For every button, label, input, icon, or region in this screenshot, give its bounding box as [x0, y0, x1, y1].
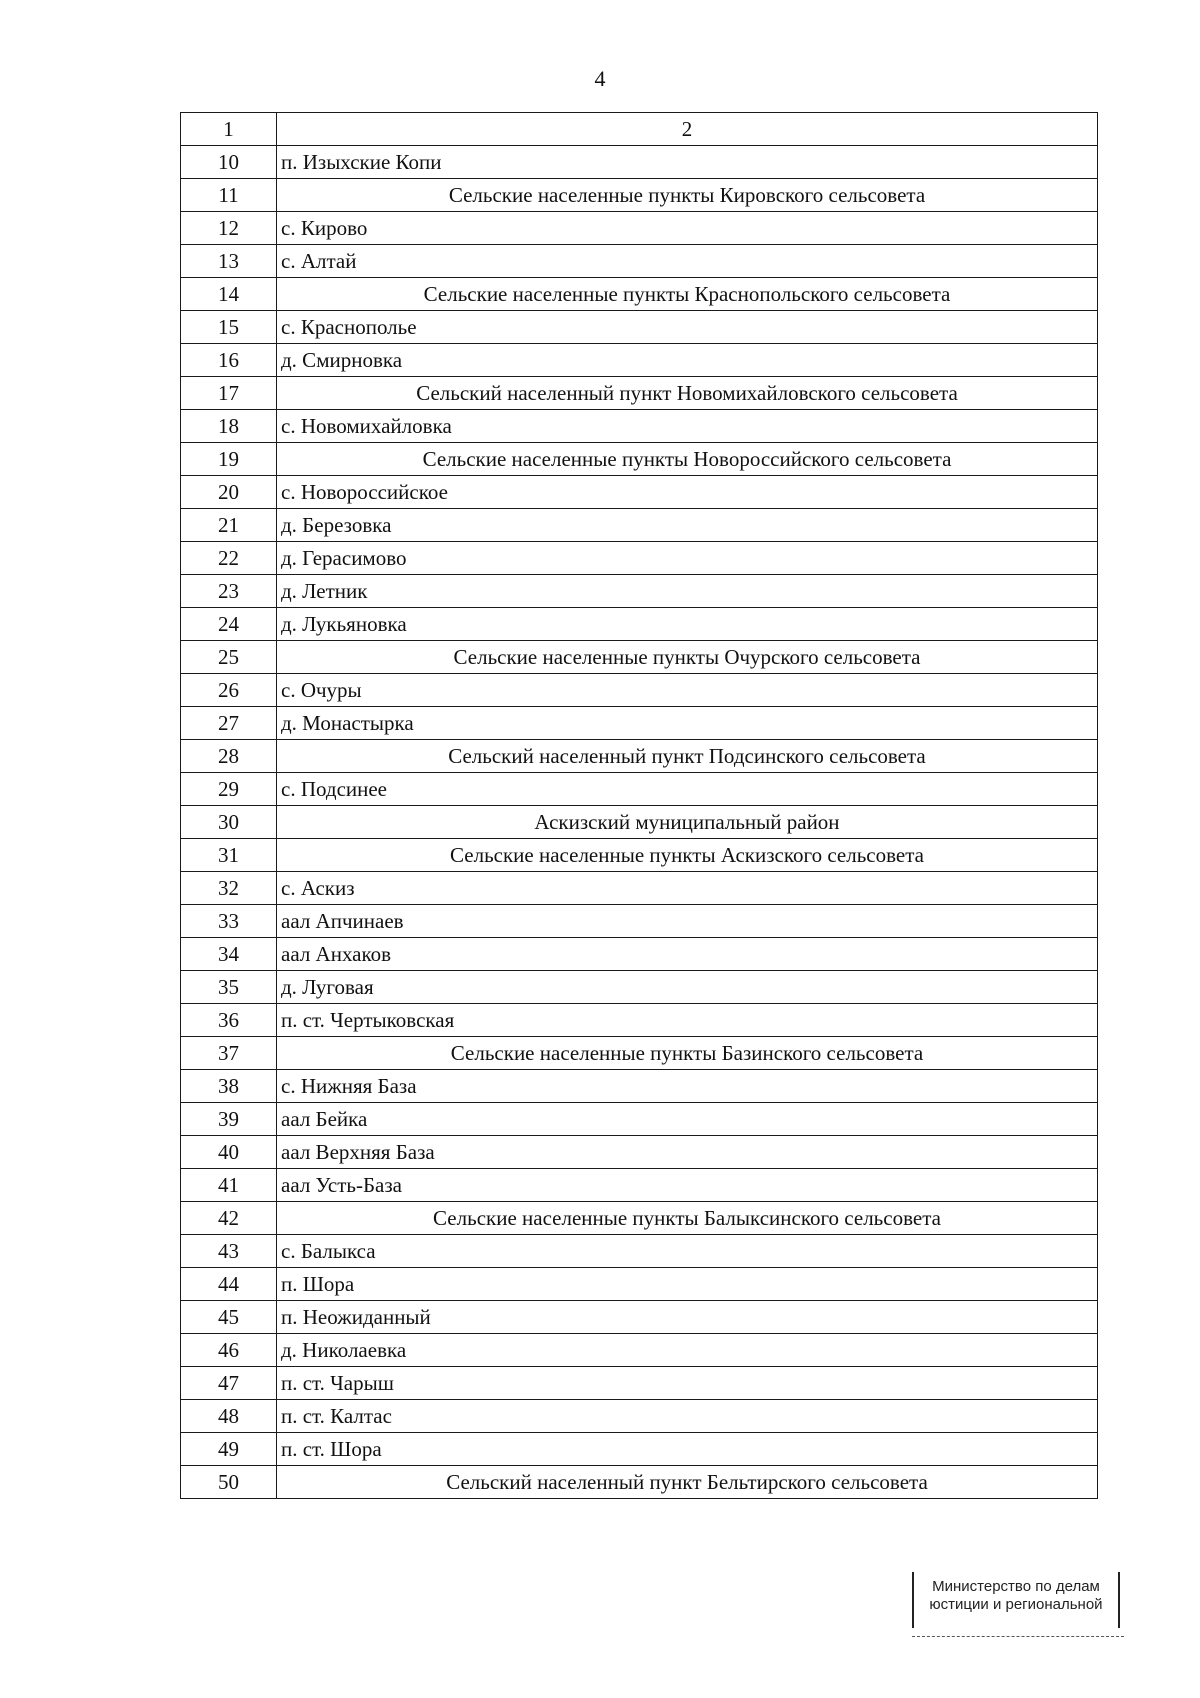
stamp-line-2: юстиции и региональной: [929, 1596, 1103, 1613]
table-row: [181, 575, 1098, 608]
section-title: Сельские населенные пункты Балыксинского сельсовета: [277, 1202, 1098, 1235]
settlement-name: д. Луговая: [277, 971, 1098, 1004]
settlement-name: п. ст. Чертыковская: [277, 1004, 1098, 1037]
row-number: 33: [181, 905, 277, 938]
settlement-name: д. Лукьяновка: [277, 608, 1098, 641]
settlements-table: [180, 112, 1098, 1499]
table-row: [181, 509, 1098, 542]
table-row: [181, 872, 1098, 905]
row-number: 49: [181, 1433, 277, 1466]
section-title: Сельский населенный пункт Подсинского сельсовета: [277, 740, 1098, 773]
row-number: 41: [181, 1169, 277, 1202]
page-number: 4: [594, 66, 606, 91]
section-title: Сельский населенный пункт Новомихайловского сельсовета: [277, 377, 1098, 410]
settlement-name: с. Аскиз: [277, 872, 1098, 905]
section-title: Сельские населенные пункты Базинского сельсовета: [277, 1037, 1098, 1070]
settlement-name: п. Изыхские Копи: [277, 146, 1098, 179]
section-row: [181, 641, 1098, 674]
section-row: [181, 377, 1098, 410]
section-title: Сельские населенные пункты Новороссийского сельсовета: [277, 443, 1098, 476]
table-row: [181, 1136, 1098, 1169]
row-number: 43: [181, 1235, 277, 1268]
settlement-name: д. Смирновка: [277, 344, 1098, 377]
row-number: 40: [181, 1136, 277, 1169]
table-row: [181, 1334, 1098, 1367]
table-row: [181, 146, 1098, 179]
settlement-name: д. Николаевка: [277, 1334, 1098, 1367]
row-number: 15: [181, 311, 277, 344]
row-number: 48: [181, 1400, 277, 1433]
section-row: [181, 806, 1098, 839]
table-row: [181, 905, 1098, 938]
table-row: [181, 938, 1098, 971]
settlement-name: д. Герасимово: [277, 542, 1098, 575]
table-row: [181, 1070, 1098, 1103]
table-row: [181, 212, 1098, 245]
column-header-name: 2: [277, 113, 1098, 146]
table-row: [181, 1367, 1098, 1400]
table-header-row: [181, 113, 1098, 146]
table-row: [181, 971, 1098, 1004]
section-title: Сельские населенные пункты Очурского сельсовета: [277, 641, 1098, 674]
settlement-name: аал Анхаков: [277, 938, 1098, 971]
settlement-name: с. Новомихайловка: [277, 410, 1098, 443]
table-row: [181, 1400, 1098, 1433]
row-number: 13: [181, 245, 277, 278]
table-row: [181, 1169, 1098, 1202]
section-title: Сельские населенные пункты Кировского сельсовета: [277, 179, 1098, 212]
row-number: 36: [181, 1004, 277, 1037]
section-row: [181, 740, 1098, 773]
table-row: [181, 245, 1098, 278]
section-row: [181, 278, 1098, 311]
section-row: [181, 1466, 1098, 1499]
table-row: [181, 707, 1098, 740]
row-number: 50: [181, 1466, 277, 1499]
table-row: [181, 1103, 1098, 1136]
table-row: [181, 674, 1098, 707]
settlement-name: д. Монастырка: [277, 707, 1098, 740]
row-number: 28: [181, 740, 277, 773]
row-number: 38: [181, 1070, 277, 1103]
section-title: Сельский населенный пункт Бельтирского сельсовета: [277, 1466, 1098, 1499]
table-row: [181, 1433, 1098, 1466]
registration-stamp: [912, 1572, 1120, 1628]
stamp-bottom-line: [912, 1636, 1124, 1637]
column-header-number: 1: [181, 113, 277, 146]
row-number: 32: [181, 872, 277, 905]
row-number: 16: [181, 344, 277, 377]
row-number: 14: [181, 278, 277, 311]
row-number: 19: [181, 443, 277, 476]
table-row: [181, 1268, 1098, 1301]
settlement-name: п. ст. Калтас: [277, 1400, 1098, 1433]
table-row: [181, 1301, 1098, 1334]
settlement-name: с. Очуры: [277, 674, 1098, 707]
row-number: 39: [181, 1103, 277, 1136]
table-row: [181, 476, 1098, 509]
settlement-name: с. Кирово: [277, 212, 1098, 245]
section-title: Сельские населенные пункты Краснопольского сельсовета: [277, 278, 1098, 311]
row-number: 12: [181, 212, 277, 245]
row-number: 44: [181, 1268, 277, 1301]
row-number: 29: [181, 773, 277, 806]
row-number: 25: [181, 641, 277, 674]
row-number: 20: [181, 476, 277, 509]
section-title: Сельские населенные пункты Аскизского сельсовета: [277, 839, 1098, 872]
table-row: [181, 1235, 1098, 1268]
row-number: 21: [181, 509, 277, 542]
settlement-name: п. Шора: [277, 1268, 1098, 1301]
row-number: 34: [181, 938, 277, 971]
stamp-line-1: Министерство по делам: [932, 1578, 1100, 1595]
section-row: [181, 443, 1098, 476]
row-number: 22: [181, 542, 277, 575]
settlement-name: аал Апчинаев: [277, 905, 1098, 938]
row-number: 37: [181, 1037, 277, 1070]
settlement-name: с. Алтай: [277, 245, 1098, 278]
row-number: 11: [181, 179, 277, 212]
row-number: 35: [181, 971, 277, 1004]
table-row: [181, 608, 1098, 641]
row-number: 26: [181, 674, 277, 707]
row-number: 45: [181, 1301, 277, 1334]
row-number: 31: [181, 839, 277, 872]
section-row: [181, 1037, 1098, 1070]
row-number: 18: [181, 410, 277, 443]
row-number: 24: [181, 608, 277, 641]
row-number: 17: [181, 377, 277, 410]
row-number: 23: [181, 575, 277, 608]
section-row: [181, 839, 1098, 872]
table-row: [181, 410, 1098, 443]
table-row: [181, 344, 1098, 377]
table-row: [181, 773, 1098, 806]
row-number: 47: [181, 1367, 277, 1400]
section-title: Аскизский муниципальный район: [277, 806, 1098, 839]
settlement-name: аал Верхняя База: [277, 1136, 1098, 1169]
row-number: 30: [181, 806, 277, 839]
table-body: [181, 113, 1098, 1499]
row-number: 27: [181, 707, 277, 740]
settlement-name: с. Новороссийское: [277, 476, 1098, 509]
row-number: 10: [181, 146, 277, 179]
section-row: [181, 1202, 1098, 1235]
settlement-name: д. Березовка: [277, 509, 1098, 542]
settlement-name: п. ст. Чарыш: [277, 1367, 1098, 1400]
settlement-name: с. Нижняя База: [277, 1070, 1098, 1103]
settlement-name: с. Краснополье: [277, 311, 1098, 344]
settlement-name: п. ст. Шора: [277, 1433, 1098, 1466]
settlement-name: д. Летник: [277, 575, 1098, 608]
settlement-name: с. Балыкса: [277, 1235, 1098, 1268]
settlement-name: с. Подсинее: [277, 773, 1098, 806]
row-number: 42: [181, 1202, 277, 1235]
row-number: 46: [181, 1334, 277, 1367]
settlement-name: п. Неожиданный: [277, 1301, 1098, 1334]
table-row: [181, 1004, 1098, 1037]
settlement-name: аал Усть-База: [277, 1169, 1098, 1202]
section-row: [181, 179, 1098, 212]
table-row: [181, 311, 1098, 344]
settlement-name: аал Бейка: [277, 1103, 1098, 1136]
table-row: [181, 542, 1098, 575]
